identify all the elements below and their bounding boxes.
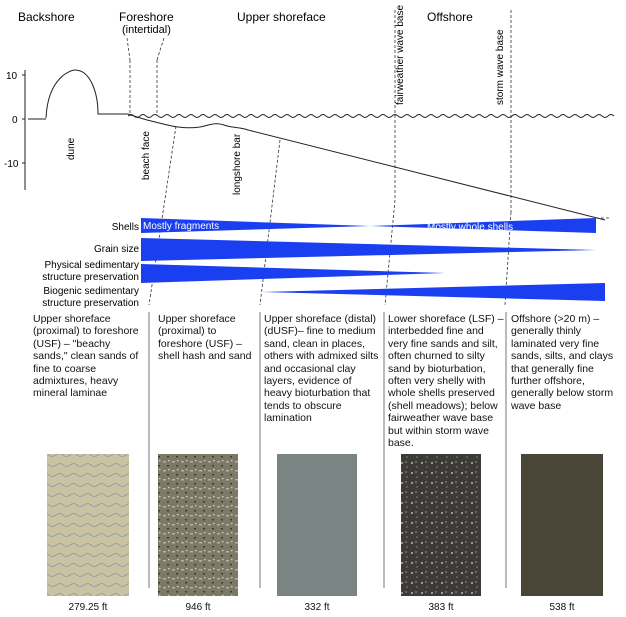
beach-face-label: beach face (141, 131, 152, 180)
dune-label: dune (66, 137, 77, 160)
fairweather-wave-base-label: fairweather wave base (395, 4, 406, 105)
zone-foreshore: Foreshore (119, 10, 174, 24)
grain-size-wedge (141, 238, 596, 261)
sea-surface (128, 115, 614, 118)
shells-label: Shells (111, 222, 139, 233)
core-depth-2: 946 ft (185, 602, 211, 613)
tick-0: 0 (12, 115, 18, 126)
mostly-fragments-label: Mostly fragments (143, 221, 220, 232)
tick-minus-10: -10 (4, 159, 19, 170)
description-usf-proximal: Upper shoreface (proximal) to foreshore (USF) – "beachy sands," clean sands of fine to coarse admixtures, heavy mineral laminae (33, 313, 139, 400)
description-offshore: Offshore (>20 m) – generally thinly laminated very fine sands, silts, and clays that generally fine further offshore, generally below storm wave base (511, 313, 614, 412)
core-depth-3: 332 ft (304, 602, 330, 613)
core-photo-3 (277, 454, 357, 596)
zone-backshore: Backshore (18, 10, 75, 24)
physical-label-1: Physical sedimentary (44, 260, 139, 271)
core-photo-5 (521, 454, 603, 596)
core-photo-2 (158, 454, 238, 596)
elevation-axis (22, 70, 25, 190)
physical-structure-wedge (141, 264, 445, 283)
foreshore-bracket (127, 38, 164, 116)
core-photo-1 (47, 454, 129, 596)
zone-intertidal: (intertidal) (122, 24, 171, 36)
zone-upper-shoreface: Upper shoreface (237, 10, 326, 24)
description-usf-shell-hash: Upper shoreface (proximal) to foreshore (USF) – shell hash and sand (158, 313, 252, 363)
mostly-whole-shells-label: Mostly whole shells (427, 222, 514, 233)
grain-size-label: Grain size (93, 244, 139, 255)
biogenic-structure-wedge (262, 283, 605, 301)
biogenic-label-1: Biogenic sedimentary (43, 286, 139, 297)
core-photo-4 (401, 454, 481, 596)
tick-10: 10 (6, 71, 18, 82)
core-depth-4: 383 ft (428, 602, 454, 613)
core-depth-1: 279.25 ft (68, 602, 108, 613)
longshore-bar-label: longshore bar (232, 133, 243, 195)
zone-offshore: Offshore (427, 10, 473, 24)
description-lsf: Lower shoreface (LSF) – interbedded fine and very fine sands and silt, often churned to silty sand by bioturbation, often very shelly with whole shells preserved (shell meadows); below fairweather wave base but within storm wave base. (388, 313, 504, 450)
description-dusf: Upper shoreface (distal) (dUSF)– fine to medium sand, clean in places, others with admixed silts and occasional clay layers, evidence of heavy bioturbation that tends to obscure lamination (264, 313, 379, 425)
physical-label-2: structure preservation (42, 272, 139, 283)
core-depth-5: 538 ft (549, 602, 575, 613)
storm-wave-base-label: storm wave base (495, 29, 506, 105)
biogenic-label-2: structure preservation (42, 298, 139, 309)
